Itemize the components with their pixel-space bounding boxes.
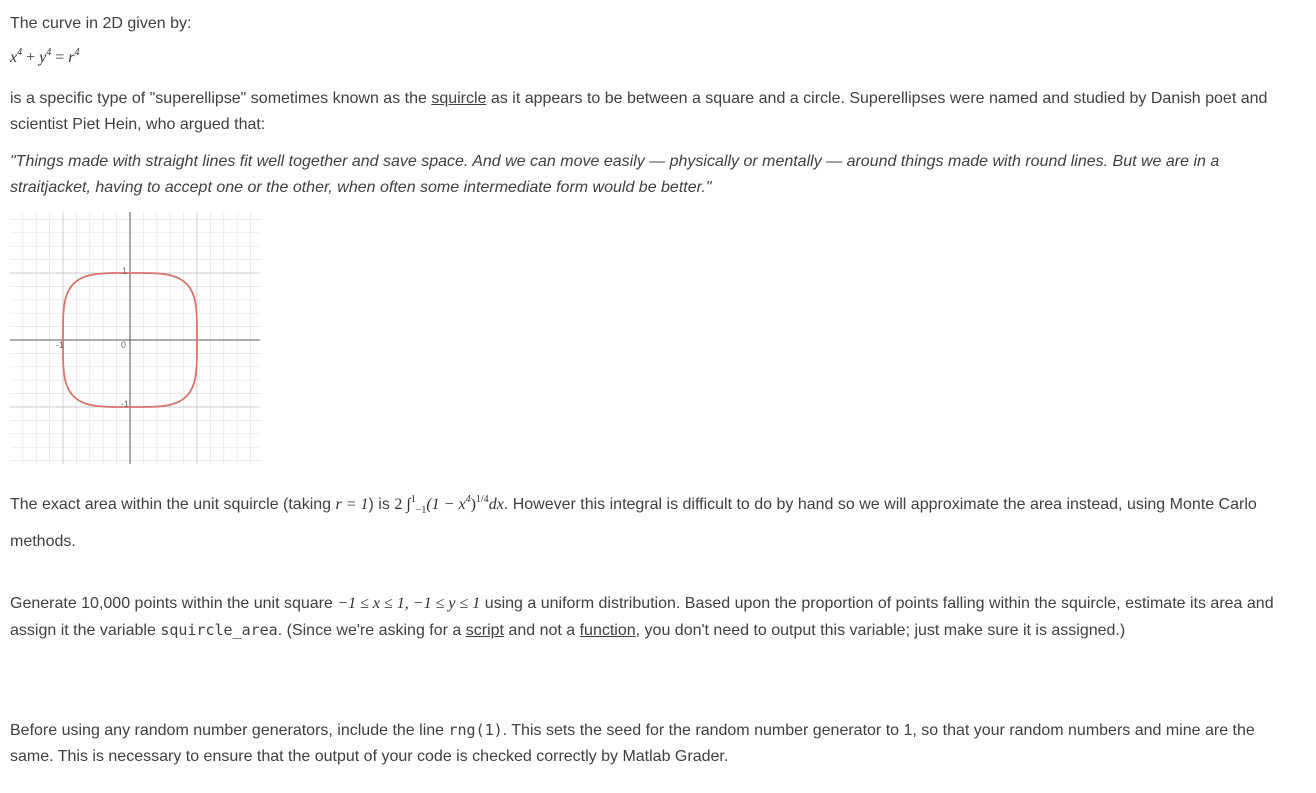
para2-text-a: is a specific type of "superellipse" sometimes known as the	[10, 90, 432, 107]
para2-text-b: as it appears to be between a square and a circle. Superellipses were named and studied by Danish poet and scientist Piet Hein, who argued that:	[10, 90, 1268, 133]
piet-hein-quote: "Things made with straight lines fit well together and save space. And we can move easily — physically or mentally — around things made with round lines. But we are in a straitjacket, having to accept one or the other, when often some intermediate form would be better."	[10, 153, 1220, 196]
squircle-plot	[10, 212, 260, 464]
para5-text-b: . This sets the seed for the random number generator to 1, so that your random numbers and mine are the same. This is necessary to ensure that the output of your code is checked correctly by Matlab Grader.	[10, 722, 1255, 765]
integral-sign: 2 ∫	[394, 496, 411, 513]
tick-label-zero: 0	[121, 340, 127, 350]
function-link[interactable]: function	[579, 622, 636, 639]
major-grid	[10, 212, 260, 464]
integral-dx: dx	[488, 496, 504, 513]
math-unit-square: −1 ≤ x ≤ 1, −1 ≤ y ≤ 1	[337, 595, 481, 612]
eq-r-power: 4	[74, 47, 80, 58]
para4-text-a: Generate 10,000 points within the unit square	[10, 595, 338, 612]
tick-label-pos: 1	[122, 266, 128, 276]
integral-upper: 1	[410, 494, 416, 505]
eq-r: r	[68, 49, 75, 66]
eq-x: x	[10, 49, 18, 66]
para4-text-e: , you don't need to output this variable; just make sure it is assigned.)	[635, 622, 1126, 639]
eq-y: y	[39, 49, 47, 66]
eq-y-power: 4	[46, 47, 52, 58]
squircle-area-variable: squircle_area	[160, 621, 278, 639]
eq-equals: =	[55, 49, 65, 66]
para3-text-c: . However this integral is difficult to do by hand so we will approximate the area instead, using Monte Carlo methods.	[10, 496, 1257, 551]
para3-text-a: The exact area within the unit squircle (taking	[10, 496, 336, 513]
tick-label-neg-x: -1	[56, 340, 65, 350]
rng-paragraph	[10, 717, 1290, 770]
generate-points-paragraph	[10, 591, 1290, 644]
eq-x-power: 4	[17, 47, 23, 58]
tick-label-neg: -1	[121, 399, 130, 409]
para5-text-a: Before using any random number generators, include the line	[10, 722, 449, 739]
math-integral	[394, 494, 504, 517]
rng-code: rng(1)	[448, 721, 503, 739]
integrand-close: )	[470, 496, 476, 513]
intro-text: The curve in 2D given by:	[10, 15, 192, 32]
exact-area-paragraph	[10, 484, 1290, 557]
para3-text-b: ) is	[368, 496, 395, 513]
math-r-equals-1: r = 1	[335, 496, 369, 513]
integral-lower: −1	[415, 505, 427, 517]
squircle-equation	[10, 47, 80, 67]
integrand-power: 4	[465, 494, 471, 505]
para4-text-d: and not a	[503, 622, 580, 639]
script-link[interactable]: script	[465, 622, 504, 639]
eq-plus: +	[26, 49, 36, 66]
para4-text-b: using a uniform distribution. Based upon the proportion of points falling within the squircle, estimate its area and assign it the variable	[10, 595, 1274, 639]
integrand: (1 − x	[426, 496, 466, 513]
integrand-exponent: 1/4	[475, 494, 489, 505]
minor-grid	[10, 212, 260, 464]
para4-text-c: . (Since we're asking for a	[277, 622, 466, 639]
superellipse-paragraph	[10, 86, 1290, 138]
squircle-link[interactable]: squircle	[431, 90, 487, 107]
